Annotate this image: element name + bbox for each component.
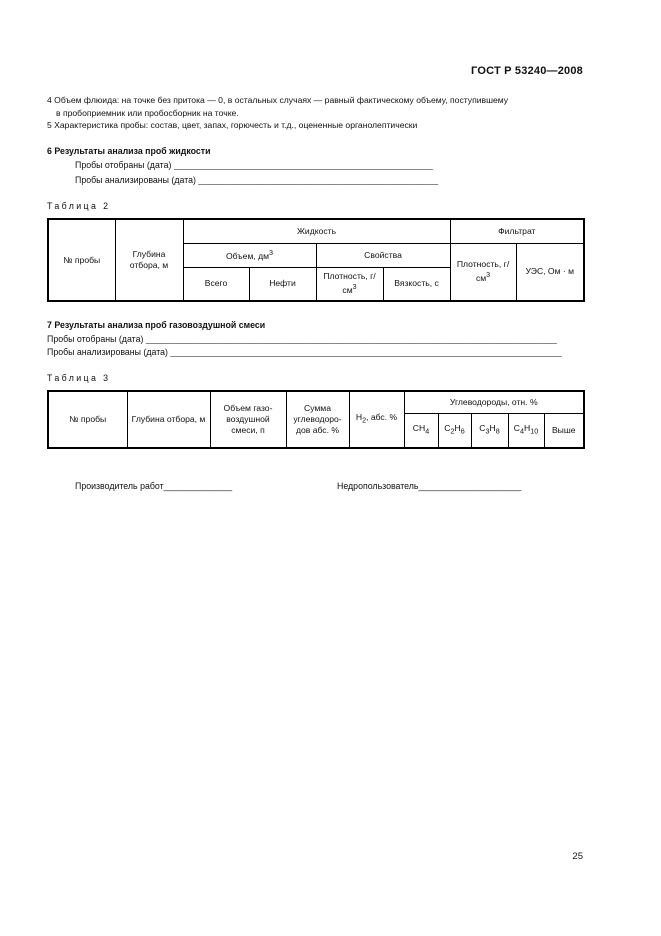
signature-owner: Недропользователь_____________________	[337, 481, 522, 491]
t2-header-viscosity: Вязкость, с	[383, 267, 450, 301]
note-4-continued: в пробоприемник или пробосборник на точке.	[56, 108, 239, 118]
t2-header-liquid: Жидкость	[183, 219, 450, 243]
t2-header-oil: Нефти	[249, 267, 316, 301]
t3-header-c4h10: $C_4H_{10}$	[508, 413, 544, 448]
table-2-caption: Таблица 2	[47, 201, 111, 211]
signature-producer: Производитель работ______________	[75, 481, 233, 491]
t3-header-c2h6: $C_2H_6$	[438, 413, 471, 448]
t3-header-c3h8: $C_3H_8$	[471, 413, 508, 448]
note-4: 4 Объем флюида: на точке без притока — 0, в остальных случаях — равный фактическому объему, поступившему	[47, 95, 509, 105]
page-number: 25	[572, 851, 583, 862]
t2-header-resistivity: УЭС, Ом · м	[516, 243, 584, 301]
t3-header-volume: Объем газо-воздушной смеси, п	[210, 391, 286, 448]
note-5: 5 Характеристика пробы: состав, цвет, запах, горючесть и т.д., оцененные органолептически	[47, 120, 418, 130]
t3-header-h2: $H_2$, абс. %	[349, 391, 404, 448]
t2-header-volume: Объем, $дм^3$	[183, 243, 316, 267]
section-7-sampled-line: Пробы отобраны (дата) ____________________________________________________________________________________	[47, 334, 557, 344]
section-6-title: 6 Результаты анализа проб жидкости	[47, 146, 211, 156]
table-3	[47, 390, 585, 449]
section-7-analyzed-line: Пробы анализированы (дата) ________________________________________________________________________________	[47, 347, 562, 357]
section-7-title: 7 Результаты анализа проб газовоздушной смеси	[47, 320, 266, 330]
t2-header-filtrate-density: Плотность, $г/см^3$	[450, 243, 516, 301]
t3-header-ch4: $CH_4$	[404, 413, 438, 448]
t2-header-density: Плотность, $г/см^3$	[316, 267, 383, 301]
t2-header-total: Всего	[183, 267, 249, 301]
t3-header-higher: Выше	[544, 413, 584, 448]
t3-header-depth: Глубина отбора, м	[127, 391, 210, 448]
t3-header-hydrocarbons: Углеводороды, отн. %	[404, 391, 584, 413]
t2-header-properties: Свойства	[316, 243, 450, 267]
section-6-analyzed-line: Пробы анализированы (дата) _________________________________________________	[75, 175, 439, 185]
t3-header-hc-sum: Сумма углеводоро-дов абс. %	[286, 391, 349, 448]
section-6-sampled-line: Пробы отобраны (дата) _____________________________________________________	[75, 160, 434, 170]
t2-header-filtrate: Фильтрат	[450, 219, 584, 243]
t2-header-depth: Глубина отбора, м	[115, 219, 183, 301]
document-header: ГОСТ Р 53240—2008	[471, 65, 583, 77]
table-3-caption: Таблица 3	[47, 373, 111, 383]
t3-header-sample: № пробы	[48, 391, 127, 448]
table-2	[47, 218, 585, 302]
t2-header-sample: № пробы	[48, 219, 115, 301]
